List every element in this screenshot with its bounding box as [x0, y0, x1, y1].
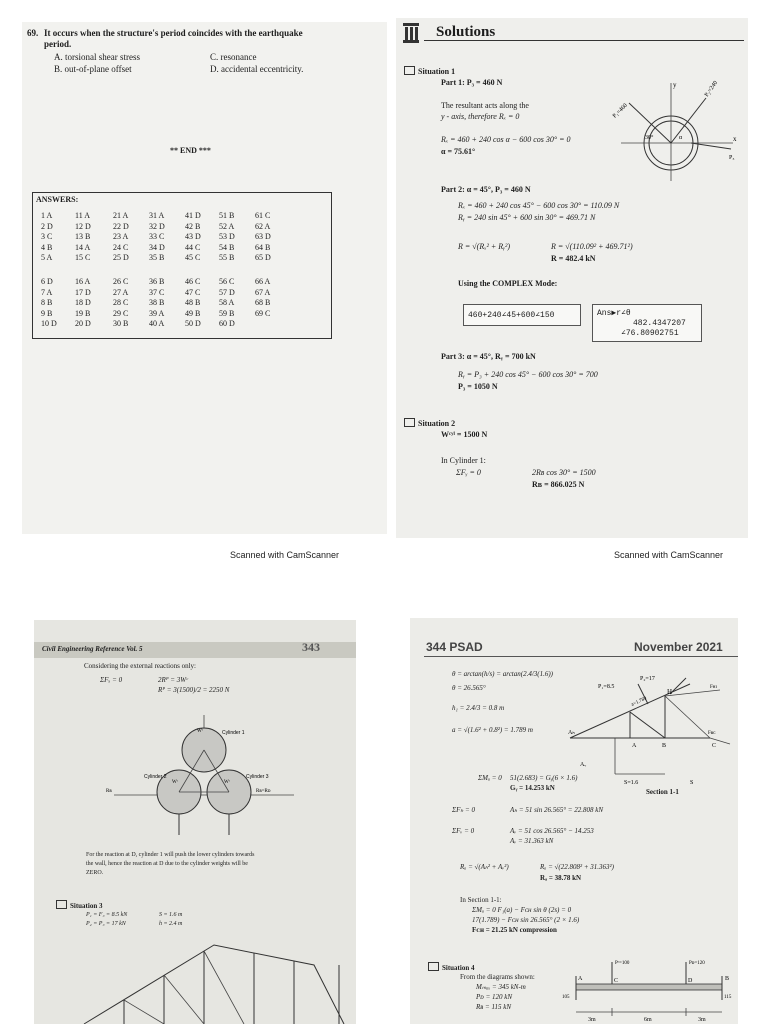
label-a-len: a=1.789: [630, 696, 648, 708]
answer-cell: 34 D: [149, 242, 165, 252]
answer-cell: 48 B: [185, 298, 201, 307]
section-eq-3: Fᴄʜ = 21.25 kN compression: [472, 926, 557, 934]
answer-cell: 37 C: [149, 287, 165, 297]
label-rb: Rʙ: [106, 789, 112, 794]
complex-mode: Using the COMPLEX Mode:: [458, 279, 558, 288]
answer-cell: 61 C: [255, 211, 271, 220]
h1-eq: h₁ = 2.4/3 = 0.8 m: [452, 704, 505, 712]
book-icon: [56, 900, 67, 909]
book-icon: [404, 418, 415, 427]
answer-cell: 7 A: [41, 287, 53, 297]
answer-cell: 5 A: [41, 253, 53, 262]
answer-cell: 47 C: [185, 287, 201, 297]
question-number: 69.: [27, 28, 39, 38]
part-3: Part 3: α = 45°, Rᵧ = 700 kN: [441, 352, 536, 361]
answer-cell: 56 C: [219, 277, 235, 286]
eq-3w: 2Rᴾ = 3Wᶜ: [158, 676, 188, 684]
eq-rb: 2Rʙ cos 30° = 1500: [532, 468, 596, 477]
answer-cell: 59 B: [219, 308, 235, 318]
w-cyl: Wᶜʸˡ = 1500 N: [441, 430, 488, 439]
eq-2250: Rᴾ = 3(1500)/2 = 2250 N: [158, 686, 230, 694]
eq-rx: Rₓ = 460 + 240 cos 45° − 600 cos 30° = 110.09 N: [458, 201, 620, 210]
section-eq-2: 17(1.789) − Fᴄʜ sin 26.565° (2 × 1.6): [472, 916, 580, 924]
label-p1: P₁=460: [611, 102, 629, 120]
part-2: Part 2: α = 45°, P₃ = 460 N: [441, 185, 531, 194]
truss-diagram: [84, 925, 356, 1024]
page-number: 343: [302, 640, 320, 654]
answer-cell: 27 A: [113, 287, 129, 297]
answer-cell: 49 B: [185, 308, 201, 318]
answer-cell: 3 C: [41, 232, 53, 241]
scanner-watermark-right: Scanned with CamScanner: [614, 550, 724, 560]
label-beam-D: D: [688, 978, 693, 984]
answer-cell: 42 B: [185, 221, 201, 231]
label-wc-right: Wᶜ: [224, 780, 230, 785]
sum-ma: ΣMₐ = 0: [478, 774, 502, 782]
theta-eq: θ = arctan(h/s) = arctan(2.4/3(1.6)): [452, 670, 554, 678]
page-header-right: November 2021: [634, 640, 723, 654]
answer-cell: 38 B: [149, 298, 165, 307]
label-d3: 3m: [698, 1017, 706, 1023]
answer-cell: 22 D: [113, 221, 129, 231]
label-d1: 3m: [588, 1017, 596, 1023]
eq-rx-zero: Rₓ = 460 + 240 cos α − 600 cos 30° = 0: [441, 135, 571, 144]
answer-cell: 45 C: [185, 253, 201, 262]
ra-substitution: Rₐ = √(22.808² + 31.363²): [540, 863, 614, 871]
s4-pd: Pᴅ = 120 kN: [476, 993, 513, 1001]
s3-p1: P₁ = F₃ = 8.5 kN: [86, 912, 128, 918]
label-x: x: [733, 135, 737, 143]
label-p2: P₂=17: [640, 676, 655, 682]
answer-cell: 54 B: [219, 242, 235, 252]
gy-value: Gᵧ = 14.253 kN: [510, 784, 555, 792]
answer-cell: 28 C: [113, 298, 129, 307]
answer-cell: 24 C: [113, 242, 129, 252]
section-eq-1: ΣMₐ = 0 F₁(a) − Fᴄʜ sin θ (2s) = 0: [472, 906, 572, 914]
s3-s: S = 1.6 m: [159, 912, 183, 918]
calculator-output: Ans▶r∠θ 482.4347207 ∠76.80902751: [592, 304, 702, 342]
end-marker: ** END ***: [170, 146, 211, 155]
label-C-node: C: [712, 743, 717, 749]
answer-cell: 2 D: [41, 221, 53, 231]
answer-cell: 41 D: [185, 211, 201, 220]
ra-value: Rₐ = 38.78 kN: [540, 874, 582, 882]
psad-page-344: [410, 618, 738, 1024]
answer-cell: 12 D: [75, 221, 91, 231]
s4-rb: Rʙ = 115 kN: [476, 1003, 512, 1011]
answer-cell: 15 C: [75, 253, 91, 262]
label-s2: S: [690, 780, 694, 786]
label-av: Aᵥ: [580, 762, 587, 768]
answer-cell: 23 A: [113, 232, 129, 241]
answer-cell: 43 D: [185, 232, 201, 241]
resultant-line-1: The resultant acts along the: [441, 101, 529, 110]
ma-eq: 51(2.683) = Gᵧ(6 × 1.6): [510, 774, 578, 782]
s4-line: From the diagrams shown:: [460, 973, 535, 981]
answer-cell: 40 A: [149, 319, 165, 328]
header-rule: [424, 656, 738, 657]
ra-formula: Rₐ = √(Aₕ² + Aᵥ²): [460, 863, 509, 871]
solutions-page: [396, 18, 748, 538]
answer-cell: 63 D: [255, 232, 271, 241]
answer-cell: 58 A: [219, 298, 235, 307]
alpha-value: α = 75.61°: [441, 147, 476, 156]
eq-ry: Rᵧ = 240 sin 45° + 600 sin 30° = 469.71 N: [458, 213, 596, 222]
label-wc-left: Wᶜ: [172, 780, 178, 785]
label-r105: 105: [562, 995, 570, 1000]
answer-cell: 11 A: [75, 211, 91, 220]
calculator-input: 460+240∠45+600∠150: [463, 304, 581, 326]
r-value: R = 482.4 kN: [551, 254, 596, 263]
answer-cell: 60 D: [219, 319, 235, 328]
theta-val: θ = 26.565°: [452, 684, 486, 692]
av-eq: Aᵥ = 51 cos 26.565° − 14.253: [510, 827, 594, 835]
label-cylinder-1: Cylinder 1: [222, 730, 245, 736]
answer-cell: 25 D: [113, 253, 129, 262]
label-A-node: A: [632, 743, 637, 749]
label-ah: Aₕ: [568, 730, 575, 736]
sum-fv: ΣFᵥ = 0: [452, 827, 475, 835]
answer-cell: 31 A: [149, 211, 165, 220]
beam-diagram: [560, 956, 736, 1024]
label-d2: 6m: [644, 1017, 652, 1023]
s3-h: h = 2.4 m: [159, 921, 183, 927]
label-cylinder-3: Cylinder 3: [246, 774, 269, 780]
s4-mmax: Mₘₐₓ = 345 kN-m: [476, 983, 526, 991]
situation-4: Situation 4: [442, 964, 475, 972]
label-pd: Pᴅ=120: [689, 961, 705, 966]
book-icon: [404, 66, 415, 75]
answer-page: [22, 22, 387, 534]
section-label: Section 1-1: [646, 788, 679, 796]
answer-cell: 4 B: [41, 242, 53, 252]
answer-cell: 17 D: [75, 287, 91, 297]
answer-cell: 65 D: [255, 253, 271, 262]
answer-cell: 1 A: [41, 211, 53, 220]
answer-cell: 62 A: [255, 221, 271, 231]
answer-cell: 69 C: [255, 308, 271, 318]
label-rb-rd: Rʙ=Rᴅ: [256, 789, 271, 794]
answer-cell: 21 A: [113, 211, 129, 220]
label-p3: P₃: [729, 155, 735, 161]
s3-p2: P₂ = P₃ = 17 kN: [86, 921, 126, 927]
choice-b: B. out-of-plane offset: [54, 64, 132, 74]
av-value: Aᵥ = 31.363 kN: [510, 837, 554, 845]
answer-cell: 51 B: [219, 211, 235, 220]
answer-cell: 50 D: [185, 319, 201, 328]
section-heading: In Section 1-1:: [460, 896, 502, 904]
para-line-1: For the reaction at D, cylinder 1 will push the lower cylinders towards: [86, 852, 255, 858]
label-30deg: 30°: [645, 135, 654, 141]
answer-cell: 66 A: [255, 277, 271, 286]
label-B-node: B: [662, 743, 667, 749]
answer-cell: 9 B: [41, 308, 53, 318]
truss-section-diagram: [570, 674, 736, 794]
answer-cell: 20 D: [75, 319, 91, 328]
r-formula: R = √(Rₓ² + Rᵧ²): [458, 242, 511, 251]
label-y: y: [673, 81, 677, 89]
book-title: Civil Engineering Reference Vol. 5: [42, 645, 143, 653]
answer-cell: 18 D: [75, 298, 91, 307]
answer-cell: 35 B: [149, 253, 165, 262]
considering-text: Considering the external reactions only:: [84, 662, 196, 670]
solutions-header: Solutions: [436, 24, 496, 40]
answer-cell: 10 D: [41, 319, 57, 328]
label-r115: 115: [724, 995, 732, 1000]
situation-3: Situation 3: [70, 902, 103, 910]
answer-cell: 36 B: [149, 277, 165, 286]
sum-fx: ΣFₓ = 0: [100, 676, 123, 684]
p3-value: P₃ = 1050 N: [458, 382, 498, 391]
scanner-watermark-left: Scanned with CamScanner: [230, 550, 340, 560]
in-cylinder-1: In Cylinder 1:: [441, 456, 486, 465]
answer-cell: 64 B: [255, 242, 271, 252]
answer-cell: 33 C: [149, 232, 165, 241]
answers-box: [32, 192, 332, 339]
answer-cell: 39 A: [149, 308, 165, 318]
sum-fh: ΣFₕ = 0: [452, 806, 475, 814]
question-text-1: It occurs when the structure's period coincides with the earthquake: [44, 28, 303, 38]
para-line-2: the wall, hence the reaction at D due to the cylinder weights will be: [86, 861, 248, 867]
label-beam-A: A: [578, 976, 583, 982]
a-eq: a = √(1.6² + 0.8²) = 1.789 m: [452, 726, 533, 734]
choice-c: C. resonance: [210, 52, 257, 62]
answer-cell: 68 B: [255, 298, 271, 307]
label-beam-B: B: [725, 976, 730, 982]
answer-cell: 57 D: [219, 287, 235, 297]
answer-cell: 6 D: [41, 277, 53, 286]
part-1: Part 1: P₃ = 460 N: [441, 78, 503, 87]
label-H: H: [667, 688, 673, 696]
force-diagram-ring: [601, 73, 741, 188]
cylinders-diagram: [104, 710, 304, 840]
page-header-left: 344 PSAD: [426, 640, 483, 654]
answer-cell: 44 C: [185, 242, 201, 252]
answer-cell: 13 B: [75, 232, 91, 241]
label-wc-top: Wᶜ: [197, 729, 203, 734]
question-text-2: period.: [44, 39, 72, 49]
answers-title: ANSWERS:: [36, 195, 79, 204]
answer-cell: 55 B: [219, 253, 235, 262]
answer-cell: 53 D: [219, 232, 235, 241]
sum-fy: ΣFᵧ = 0: [456, 468, 481, 477]
answer-cell: 32 D: [149, 221, 165, 231]
answer-cell: 14 A: [75, 242, 91, 252]
situation-2: Situation 2: [418, 419, 456, 428]
label-beam-C: C: [614, 978, 619, 984]
label-fbc: Fʙᴄ: [708, 731, 716, 736]
label-p1: P₁=8.5: [598, 684, 615, 690]
answer-cell: 29 C: [113, 308, 129, 318]
label-fhi: Fʜɪ: [710, 685, 717, 690]
situation-1: Situation 1: [418, 67, 456, 76]
r-substitution: R = √(110.09² + 469.71²): [551, 242, 633, 251]
column-icon: [402, 22, 420, 44]
answer-cell: 16 A: [75, 277, 91, 286]
answer-cell: 8 B: [41, 298, 53, 307]
ah-eq: Aₕ = 51 sin 26.565° = 22.808 kN: [510, 806, 604, 814]
rb-value: Rʙ = 866.025 N: [532, 480, 585, 489]
book-icon: [428, 962, 439, 971]
eq-part3: Rᵧ = P₃ + 240 cos 45° − 600 cos 30° = 700: [458, 370, 598, 379]
answer-cell: 46 C: [185, 277, 201, 286]
answer-cell: 26 C: [113, 277, 129, 286]
choice-a: A. torsional shear stress: [54, 52, 140, 62]
resultant-line-2: y - axis, therefore Rₓ = 0: [441, 112, 520, 121]
label-alpha: α: [679, 135, 683, 141]
reference-page-343: [34, 620, 356, 1024]
answer-cell: 19 B: [75, 308, 91, 318]
answer-cell: 52 A: [219, 221, 235, 231]
label-cylinder-2: Cylinder 2: [144, 774, 167, 780]
label-pc: Pᶜ=100: [615, 961, 630, 966]
answer-cell: 30 B: [113, 319, 129, 328]
label-s: S=1.6: [624, 780, 639, 786]
answer-cell: 67 A: [255, 287, 271, 297]
choice-d: D. accidental eccentricity.: [210, 64, 304, 74]
para-line-3: ZERO.: [86, 870, 104, 876]
label-p2: P₂=240: [703, 80, 720, 99]
